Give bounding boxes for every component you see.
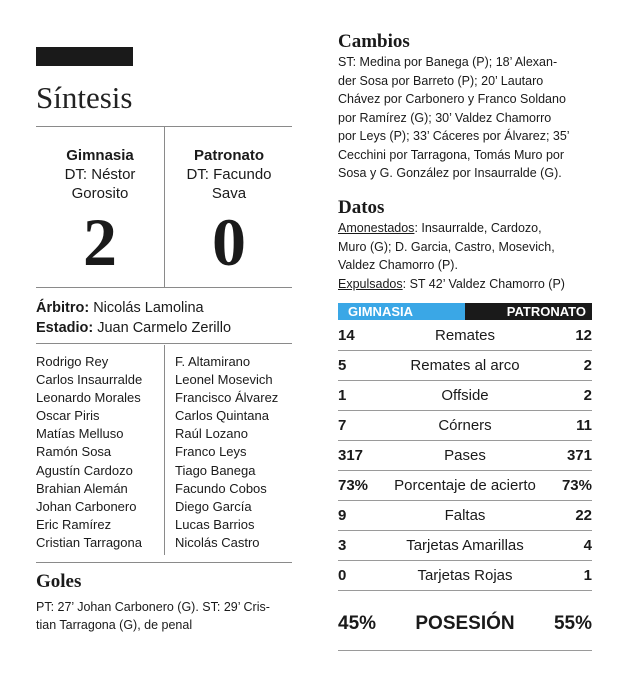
home-stat-value: 14 [338, 327, 355, 344]
cautioned-line: Valdez Chamorro (P). [338, 258, 458, 272]
away-coach-line2: Sava [211, 185, 247, 202]
substitutions-line: Sosa y G. González por Insaurralde (G). [338, 166, 562, 180]
home-stats-header: GIMNASIA [338, 303, 465, 320]
list-item: Johan Carbonero [36, 498, 137, 514]
table-row [338, 351, 592, 381]
list-item: Carlos Insaurralde [36, 372, 143, 388]
away-stat-value: 73% [561, 477, 592, 494]
away-stats-header: PATRONATO [465, 303, 592, 320]
list-item: Leonel Mosevich [175, 372, 273, 388]
match-officials [36, 298, 231, 338]
list-item: Eric Ramírez [36, 516, 112, 532]
away-score: 0 [212, 204, 246, 280]
cautioned-line [338, 219, 594, 238]
away-lineup [175, 353, 278, 552]
table-row [338, 561, 592, 591]
cautioned-line: Muro (G); D. Garcia, Castro, Mosevich, [338, 239, 555, 254]
away-stat-value: 2 [583, 387, 592, 404]
table-row [338, 381, 592, 411]
sent-off-text: : ST 42’ Valdez Chamorro (P) [402, 276, 565, 291]
data-text [338, 219, 594, 293]
goals-line: tian Tarragona (G), de penal [36, 618, 193, 632]
substitutions-line: por Ramírez (G); 30’ Valdez Chamorro [338, 110, 552, 125]
away-stat-value: 371 [566, 447, 592, 464]
substitutions-line: ST: Medina por Banega (P); 18’ Alexan- [338, 55, 558, 69]
list-item: Matías Melluso [36, 426, 124, 442]
goals-heading: Goles [36, 571, 82, 592]
stadium-line [36, 318, 231, 338]
home-stat-value: 9 [338, 507, 347, 524]
stadium-label: Estadio: [36, 320, 94, 336]
sent-off-label: Expulsados [338, 276, 403, 291]
list-item: Carlos Quintana [175, 408, 269, 424]
possession-row [338, 608, 592, 648]
table-row [338, 471, 592, 501]
list-item: Ramón Sosa [36, 444, 112, 460]
data-heading: Datos [338, 197, 385, 218]
list-item: Diego García [175, 498, 252, 514]
divider [338, 650, 592, 651]
list-item: Facundo Cobos [175, 480, 267, 496]
table-row [338, 531, 592, 561]
substitutions-line: Cecchini por Tarragona, Tomás Muro por [338, 147, 565, 162]
home-team-name: Gimnasia [66, 147, 134, 164]
list-item: Franco Leys [175, 444, 247, 460]
table-row [338, 501, 592, 531]
stat-label: Porcentaje de acierto [394, 477, 536, 494]
home-score: 2 [83, 204, 117, 280]
section-marker-bar [36, 47, 133, 66]
home-coach-line2: Gorosito [71, 185, 129, 202]
home-stat-value: 317 [338, 447, 364, 464]
divider [36, 343, 292, 344]
possession-label: POSESIÓN [415, 613, 515, 634]
home-lineup [36, 353, 142, 552]
list-item: F. Altamirano [175, 354, 251, 369]
table-row [338, 441, 592, 471]
list-item: Leonardo Morales [36, 390, 141, 406]
list-item: Oscar Piris [36, 408, 100, 424]
stat-label: Córners [438, 417, 492, 434]
list-item: Francisco Álvarez [175, 390, 279, 406]
home-stat-value: 0 [338, 567, 347, 584]
away-stat-value: 11 [576, 417, 592, 434]
home-stat-value: 7 [338, 417, 347, 434]
cautioned-label: Amonestados [338, 221, 415, 235]
referee-name: Nicolás Lamolina [93, 300, 204, 316]
away-possession: 55% [553, 613, 592, 634]
page-title: Síntesis [36, 80, 133, 115]
away-team-name: Patronato [193, 147, 264, 164]
away-team-block [165, 146, 293, 203]
home-coach-line1: DT: Néstor [64, 166, 136, 183]
substitutions-line: por Leys (P); 33’ Cáceres por Álvarez; 35’ [338, 129, 570, 143]
list-item: Rodrigo Rey [36, 354, 109, 369]
list-item: Tiago Banega [175, 462, 256, 478]
stat-label: Pases [444, 447, 486, 464]
divider [36, 562, 292, 563]
away-coach-line1: DT: Facundo [186, 166, 272, 183]
home-stat-value: 3 [338, 537, 347, 554]
away-stat-value: 2 [583, 357, 592, 374]
substitutions-text [338, 53, 594, 183]
stat-label: Faltas [444, 507, 486, 524]
referee-label: Árbitro: [36, 300, 90, 316]
divider [36, 287, 292, 288]
substitutions-line: der Sosa por Barreto (P); 20’ Lautaro [338, 73, 544, 88]
list-item: Brahian Alemán [36, 480, 128, 496]
table-row [338, 411, 592, 441]
home-stat-value: 5 [338, 357, 347, 374]
home-stat-value: 73% [338, 477, 369, 494]
table-row [338, 321, 592, 351]
away-stat-value: 4 [583, 537, 592, 554]
goals-line: PT: 27’ Johan Carbonero (G). ST: 29’ Cris- [36, 600, 270, 614]
stat-label: Tarjetas Rojas [417, 567, 513, 584]
home-team-block [36, 146, 164, 203]
list-item: Nicolás Castro [175, 534, 260, 550]
cautioned-text: : Insaurralde, Cardozo, [414, 221, 542, 235]
stat-label: Remates [434, 327, 496, 344]
away-stat-value: 22 [575, 507, 592, 524]
list-item: Agustín Cardozo [36, 462, 133, 478]
list-item: Lucas Barrios [175, 516, 255, 532]
stat-label: Remates al arco [410, 357, 520, 374]
list-item: Cristian Tarragona [36, 534, 142, 550]
goals-text [36, 598, 294, 634]
substitutions-heading: Cambios [338, 31, 410, 52]
stadium-name: Juan Carmelo Zerillo [97, 320, 232, 336]
stat-label: Tarjetas Amarillas [406, 537, 524, 554]
substitutions-line: Chávez por Carbonero y Franco Soldano [338, 92, 566, 106]
referee-line [36, 298, 231, 318]
sent-off-line [338, 275, 594, 294]
score-divider [164, 127, 165, 287]
away-stat-value: 1 [583, 567, 592, 584]
home-stat-value: 1 [338, 387, 347, 404]
lineup-divider [164, 345, 165, 555]
stat-label: Offside [441, 387, 489, 404]
home-possession: 45% [338, 613, 377, 634]
away-stat-value: 12 [575, 327, 592, 344]
list-item: Raúl Lozano [175, 426, 248, 442]
